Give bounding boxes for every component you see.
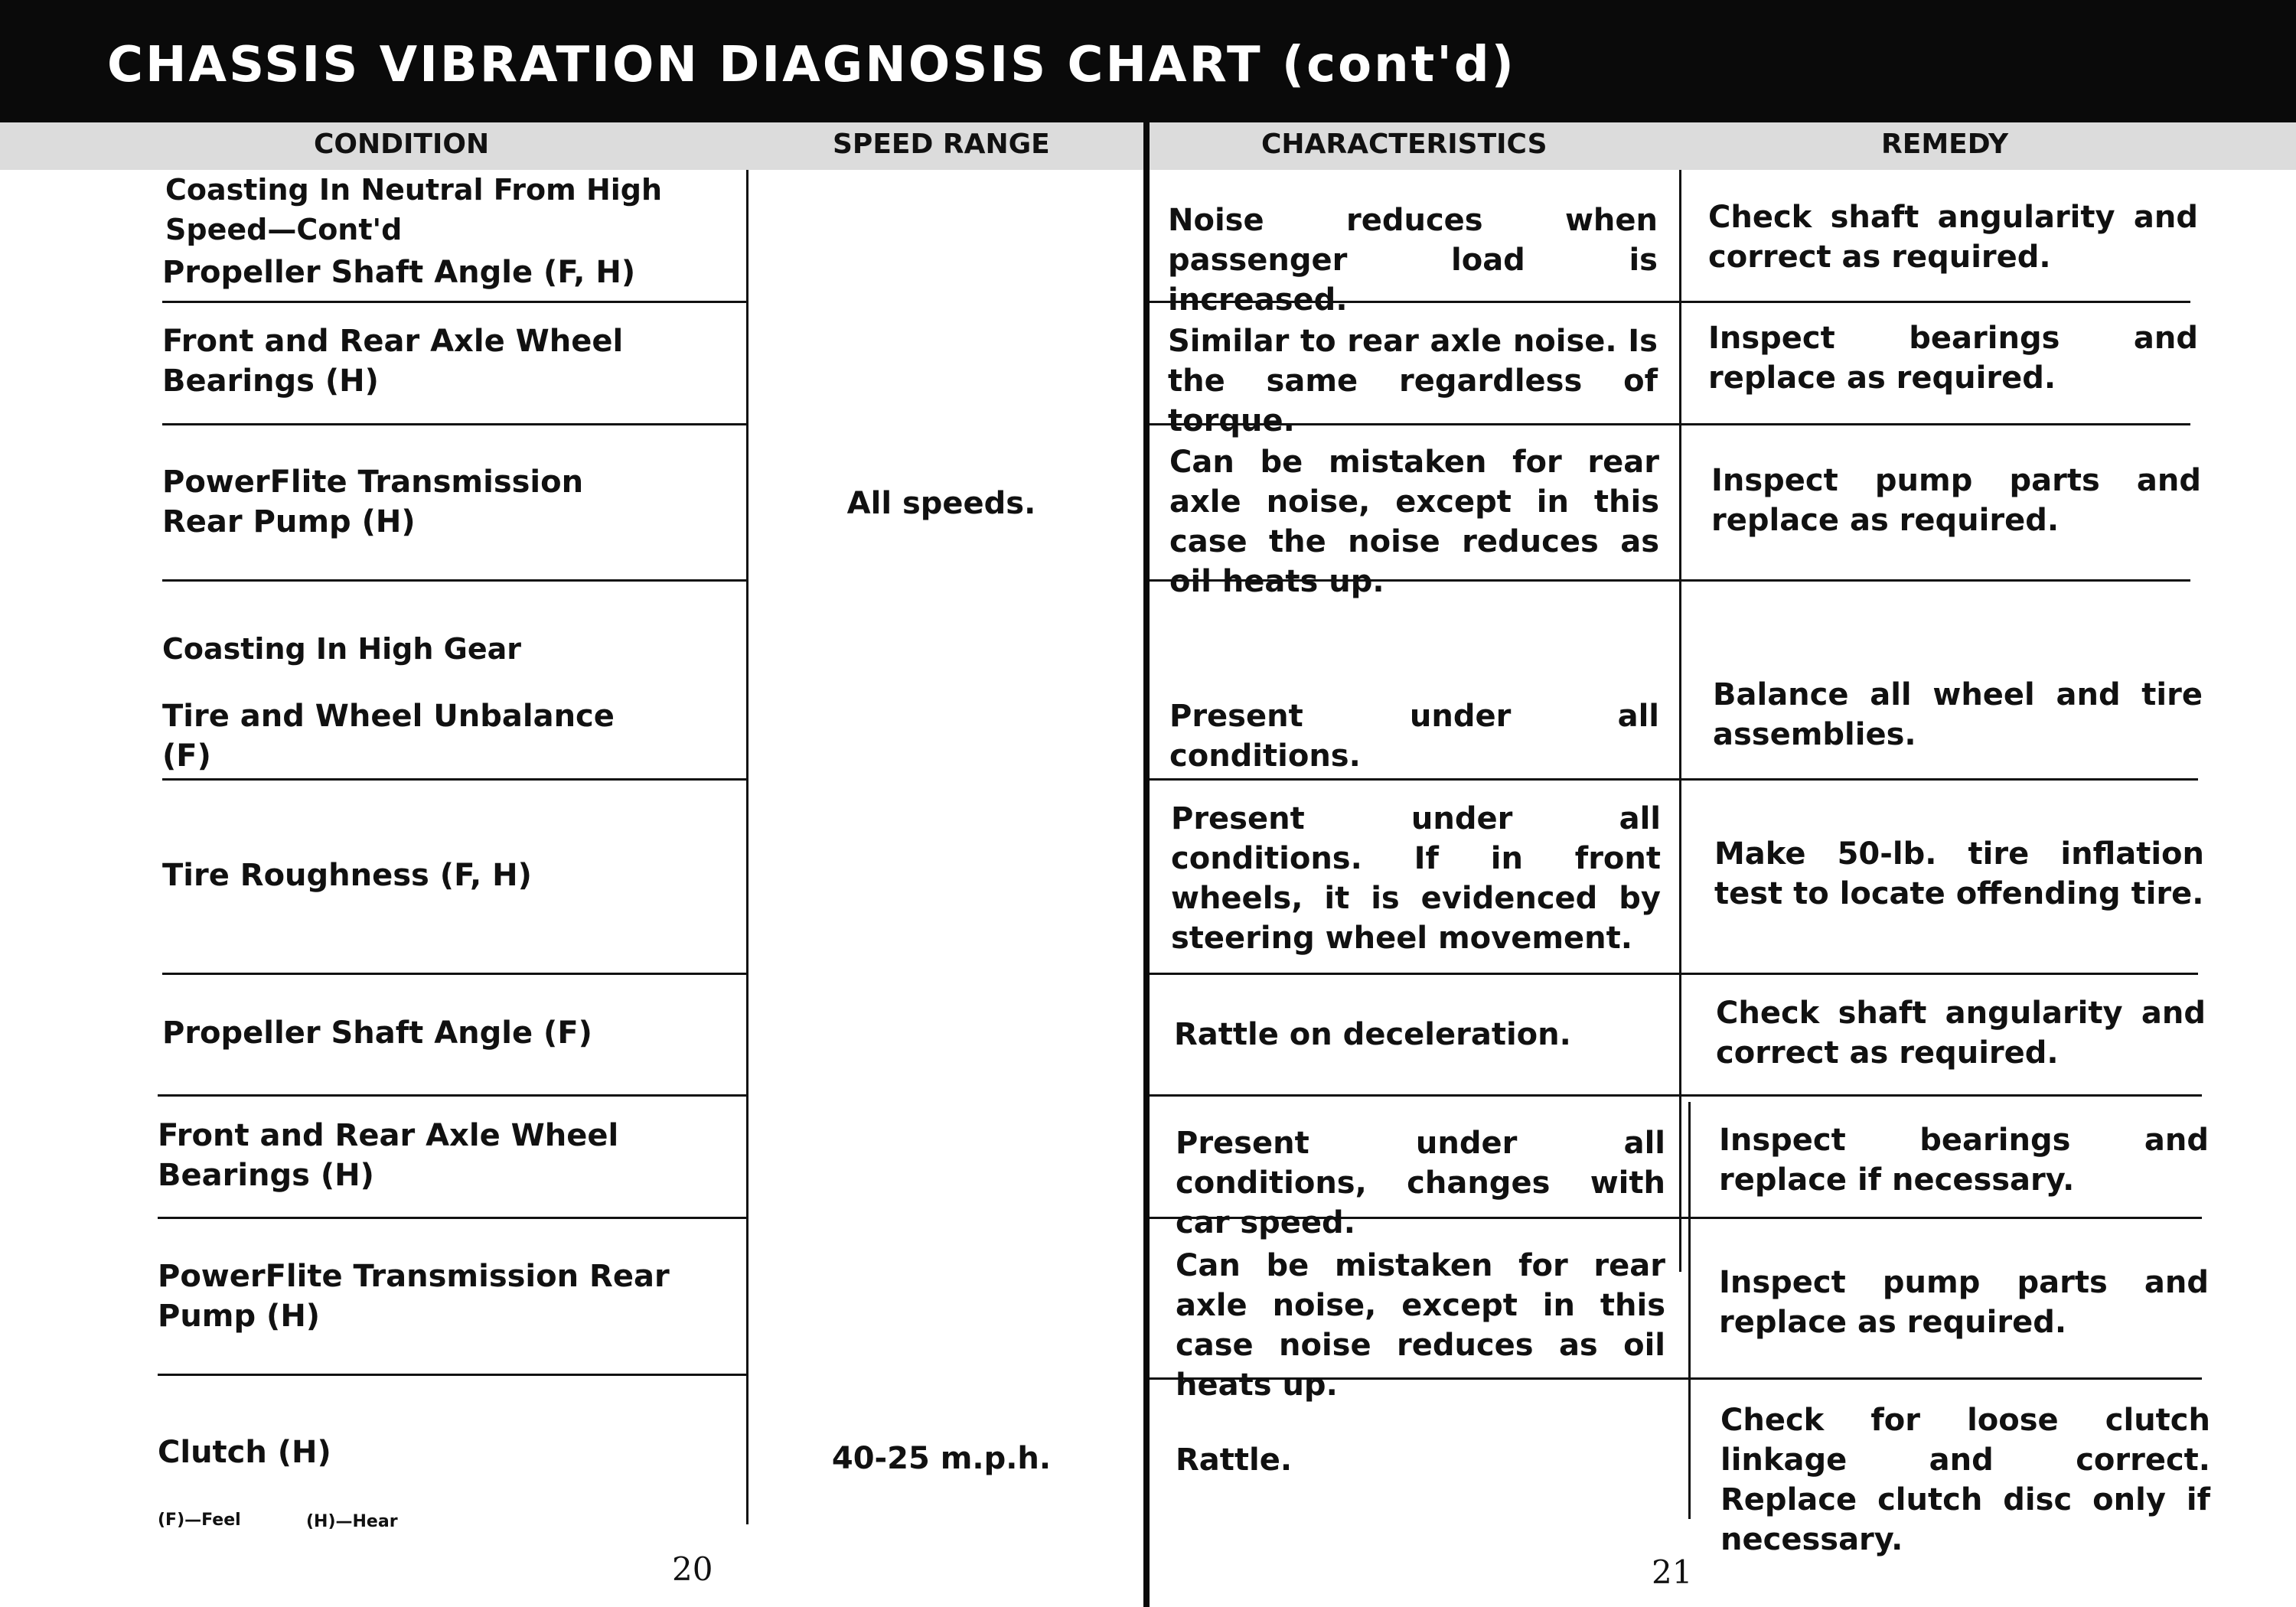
page-gutter: [1143, 122, 1150, 1607]
remedy-cell: Inspect bearings and replace as required.: [1708, 321, 2198, 396]
condition-cell: Tire Roughness (F, H): [162, 858, 532, 893]
characteristics-cell: Present under all conditions, changes with car speed.: [1176, 1126, 1665, 1240]
characteristics-cell: Present under all conditions.: [1169, 699, 1659, 774]
section-heading: Coasting In Neutral From High Speed—Cont'd: [165, 173, 663, 246]
section-heading: Coasting In High Gear: [162, 632, 522, 666]
remedy-cell: Inspect pump parts and replace as required.: [1711, 463, 2201, 538]
legend-hear: (H)—Hear: [306, 1512, 398, 1531]
characteristics-cell: Can be mistaken for rear axle noise, except in this case noise reduces as oil heats up.: [1176, 1248, 1665, 1403]
characteristics-cell: Rattle.: [1176, 1442, 1293, 1478]
remedy-cell: Balance all wheel and tire assemblies.: [1713, 677, 2203, 752]
condition-cell: Tire and Wheel Unbalance (F): [162, 699, 615, 774]
condition-cell: PowerFlite Transmission Rear Pump (H): [162, 464, 584, 539]
remedy-cell: Check for loose clutch linkage and correct. Replace clutch disc only if necessary.: [1720, 1403, 2210, 1557]
divider-condition-speed: [746, 170, 748, 1524]
column-header-remedy: REMEDY: [1881, 129, 2009, 160]
remedy-cell: Inspect bearings and replace if necessary.: [1719, 1123, 2209, 1198]
row-rule: [1150, 973, 2198, 975]
remedy-cell: Check shaft angularity and correct as required.: [1716, 996, 2206, 1071]
speed-range-cell: All speeds.: [846, 486, 1036, 521]
row-rule: [1150, 778, 2198, 781]
column-header-characteristics: CHARACTERISTICS: [1261, 129, 1548, 160]
condition-cell: Clutch (H): [158, 1435, 331, 1470]
characteristics-cell: Can be mistaken for rear axle noise, except in this case the noise reduces as oil heats up.: [1169, 445, 1659, 599]
remedy-cell: Inspect pump parts and replace as required.: [1719, 1265, 2209, 1340]
characteristics-cell: Similar to rear axle noise. Is the same regardless of torque.: [1168, 324, 1658, 438]
column-header-condition: CONDITION: [314, 129, 490, 160]
divider-characteristics-remedy-lower: [1688, 1102, 1691, 1519]
page-number-left: 20: [672, 1550, 713, 1588]
row-rule: [162, 423, 748, 425]
speed-range-cell: 40-25 m.p.h.: [831, 1441, 1052, 1476]
remedy-cell: Make 50-lb. tire inflation test to locate offending tire.: [1714, 836, 2204, 911]
row-rule: [158, 1374, 748, 1376]
page-title: CHASSIS VIBRATION DIAGNOSIS CHART (cont'd): [107, 37, 1516, 93]
condition-cell: Front and Rear Axle Wheel Bearings (H): [158, 1118, 619, 1193]
condition-cell: Front and Rear Axle Wheel Bearings (H): [162, 324, 624, 399]
page-number-right: 21: [1652, 1553, 1693, 1591]
remedy-cell: Check shaft angularity and correct as required.: [1708, 200, 2198, 275]
row-rule: [1150, 1094, 2202, 1097]
characteristics-cell: Noise reduces when passenger load is increased.: [1168, 203, 1658, 318]
row-rule: [162, 579, 748, 582]
row-rule: [158, 1217, 748, 1219]
row-rule: [158, 1094, 748, 1097]
column-header-speed-range: SPEED RANGE: [833, 129, 1050, 160]
characteristics-cell: Present under all conditions. If in front wheels, it is evidenced by steering wheel movement.: [1171, 801, 1661, 956]
divider-characteristics-remedy: [1679, 170, 1681, 1272]
condition-cell: Propeller Shaft Angle (F): [162, 1015, 592, 1051]
characteristics-cell: Rattle on deceleration.: [1174, 1017, 1571, 1052]
condition-cell: Propeller Shaft Angle (F, H): [162, 255, 636, 290]
row-rule: [162, 973, 748, 975]
legend-feel: (F)—Feel: [158, 1511, 241, 1530]
row-rule: [162, 778, 748, 781]
row-rule: [162, 301, 748, 303]
condition-cell: PowerFlite Transmission Rear Pump (H): [158, 1259, 670, 1334]
